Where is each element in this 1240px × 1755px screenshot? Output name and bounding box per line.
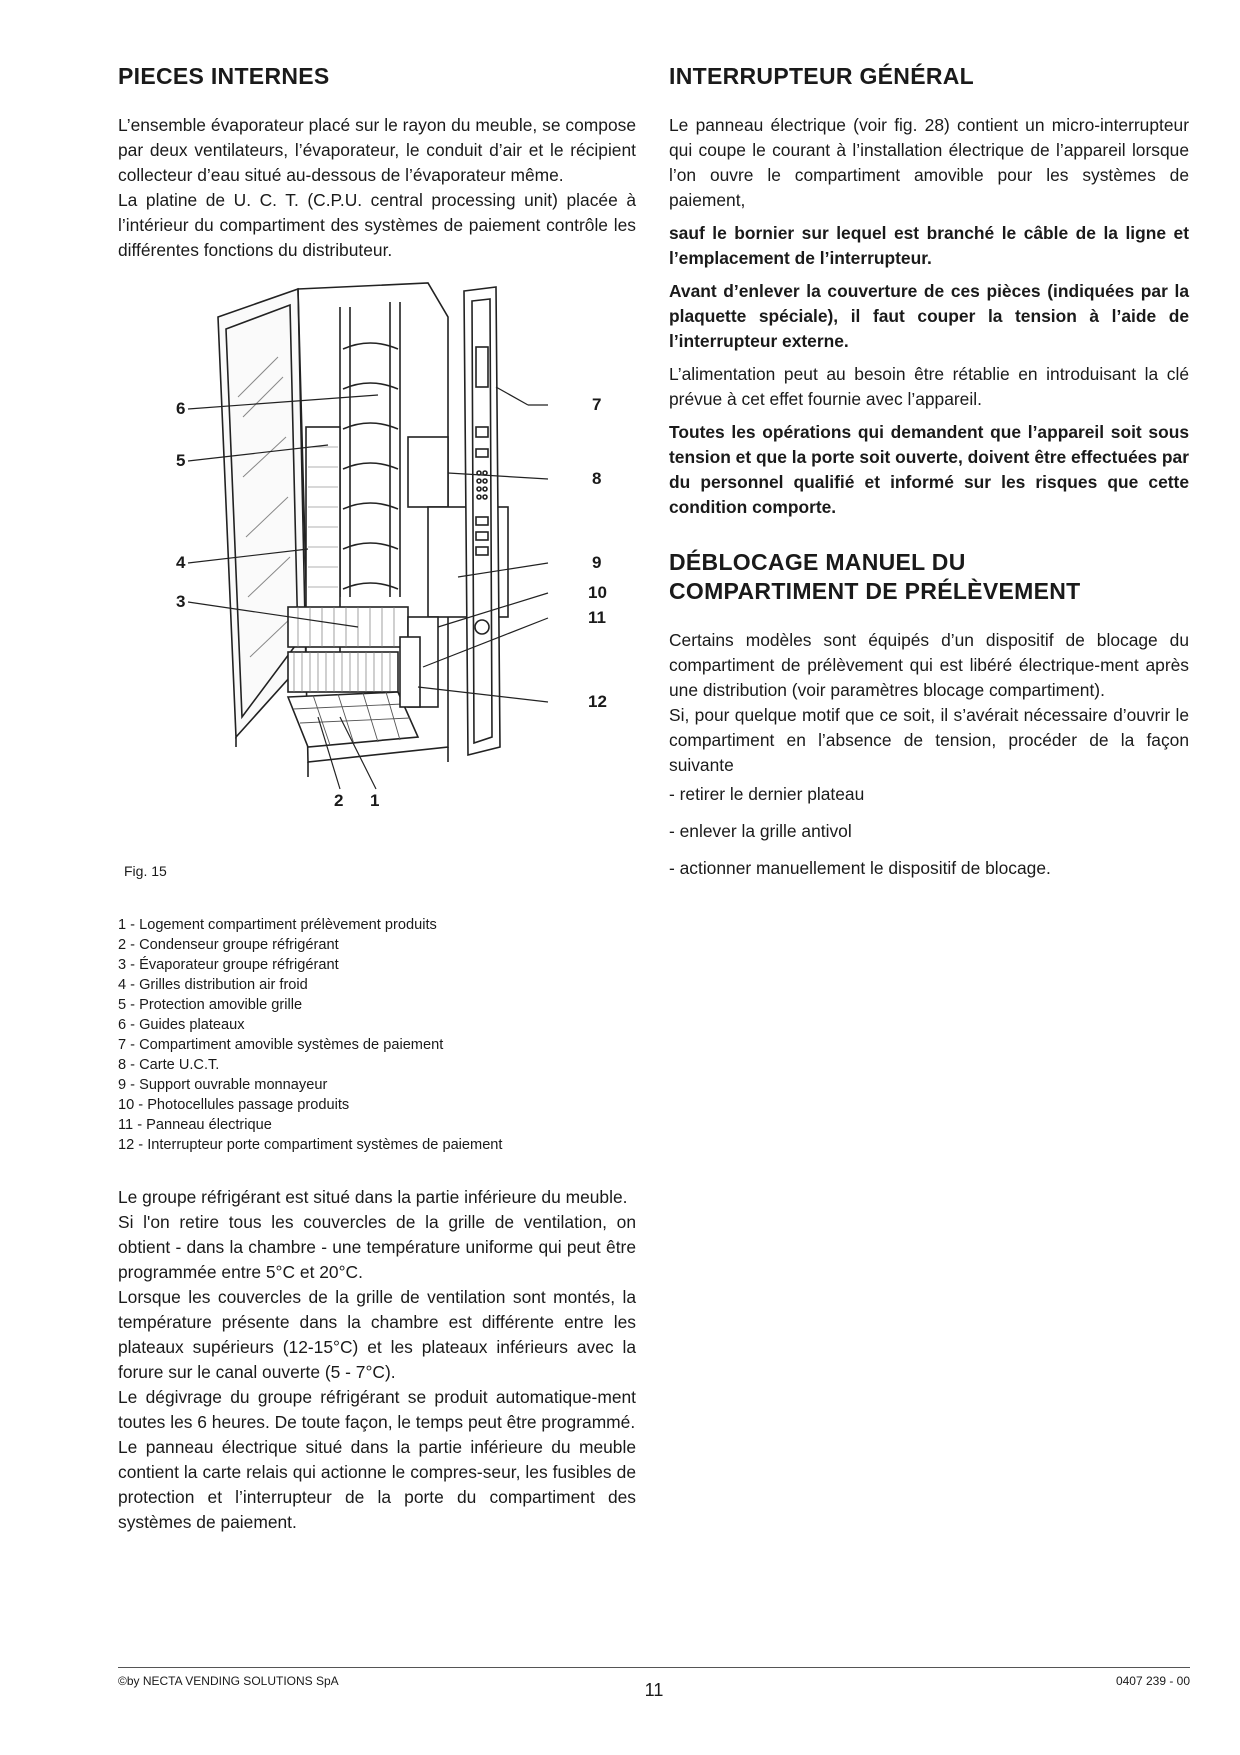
paragraph-platine: La platine de U. C. T. (C.P.U. central processing unit) placée à l’intérieur du compartiment des systèmes de paiement contrôle les différentes fonctions du distributeur. xyxy=(118,190,636,260)
callout-10: 10 xyxy=(588,583,607,602)
legend-item: 10 - Photocellules passage produits xyxy=(118,1097,350,1113)
footer-doc-code: 0407 239 - 00 xyxy=(1115,1674,1190,1688)
paragraph-panneau-electrique: Le panneau électrique (voir fig. 28) contient un micro-interrupteur qui coupe le courant à l’installation électrique de l’appareil lorsque l’on ouvre le compartiment amovible pour les systèmes de paiement, xyxy=(669,115,1189,210)
paragraph-evaporateur: L’ensemble évaporateur placé sur le rayon du meuble, se compose par deux ventilateurs, l’évaporateur, le conduit d’air et le récipient collecteur d’eau situé au-dessous de l’évaporateur même. xyxy=(118,115,636,185)
paragraph-certains-modeles: Certains modèles sont équipés d’un dispositif de blocage du compartiment de prélèvement qui est libéré électrique-ment après une distribution (voir paramètres blocage compartiment). xyxy=(669,630,1189,700)
heading-interrupteur-general: INTERRUPTEUR GÉNÉRAL xyxy=(669,63,975,89)
callout-4: 4 xyxy=(176,553,186,572)
heading-pieces-internes: PIECES INTERNES xyxy=(118,63,330,89)
paragraph-si-pour: Si, pour quelque motif que ce soit, il s’avérait nécessaire d’ouvrir le compartiment en l’absence de tension, procéder de la façon suivante xyxy=(669,705,1189,775)
legend-item: 2 - Condenseur groupe réfrigérant xyxy=(118,937,339,953)
page-footer xyxy=(118,1667,1190,1700)
callout-2: 2 xyxy=(334,791,344,810)
legend-item: 7 - Compartiment amovible systèmes de paiement xyxy=(118,1037,444,1053)
legend-item: 9 - Support ouvrable monnayeur xyxy=(118,1077,328,1093)
callout-9: 9 xyxy=(592,553,602,572)
callout-7: 7 xyxy=(592,395,602,414)
paragraph-panneau: Le panneau électrique situé dans la partie inférieure du meuble contient la carte relais qui actionne le compres-seur, les fusibles de protection et l’interrupteur de la porte du compartiment des systèmes de paiement. xyxy=(118,1437,636,1532)
legend-item: 12 - Interrupteur porte compartiment systèmes de paiement xyxy=(118,1137,503,1153)
figure-legend xyxy=(118,915,636,1155)
legend-item: 3 - Évaporateur groupe réfrigérant xyxy=(118,957,339,973)
step-item: - enlever la grille antivol xyxy=(669,821,852,841)
legend-item: 11 - Panneau électrique xyxy=(118,1117,272,1133)
callout-1: 1 xyxy=(370,791,380,810)
footer-copyright: ©by NECTA VENDING SOLUTIONS SpA xyxy=(118,1674,339,1688)
heading-deblocage xyxy=(669,548,1189,606)
legend-item: 8 - Carte U.C.T. xyxy=(118,1057,220,1073)
machine-figure xyxy=(118,277,636,889)
right-column xyxy=(669,62,1189,881)
callout-6: 6 xyxy=(176,399,186,418)
paragraph-couvercles-retires: Si l'on retire tous les couvercles de la grille de ventilation, on obtient - dans la chambre - une température uniforme qui peut être programmée entre 5°C et 20°C. xyxy=(118,1212,636,1282)
legend-item: 6 - Guides plateaux xyxy=(118,1017,245,1033)
paragraph-sauf-bornier: sauf le bornier sur lequel est branché le câble de la ligne et l’emplacement de l’interrupteur. xyxy=(669,223,1189,268)
step-item: - actionner manuellement le dispositif de blocage. xyxy=(669,858,1051,878)
callout-8: 8 xyxy=(592,469,602,488)
callout-11: 11 xyxy=(588,608,606,627)
legend-item: 1 - Logement compartiment prélèvement produits xyxy=(118,917,437,933)
step-item: - retirer le dernier plateau xyxy=(669,784,865,804)
legend-item: 4 - Grilles distribution air froid xyxy=(118,977,308,993)
paragraph-avant-enlever: Avant d’enlever la couverture de ces pièces (indiquées par la plaquette spéciale), il faut couper la tension à l’aide de l’interrupteur externe. xyxy=(669,281,1189,351)
paragraph-degivrage: Le dégivrage du groupe réfrigérant se produit automatique-ment toutes les 6 heures. De toute façon, le temps peut être programmé. xyxy=(118,1387,636,1432)
legend-item: 5 - Protection amovible grille xyxy=(118,997,303,1013)
callout-12: 12 xyxy=(588,692,607,711)
paragraph-alimentation: L’alimentation peut au besoin être rétablie en introduisant la clé prévue à cet effet fournie avec l’appareil. xyxy=(669,364,1189,409)
paragraph-couvercles-montes: Lorsque les couvercles de la grille de ventilation sont montés, la température présente dans la chambre est différente entre les plateaux supérieurs (12-15°C) et les plateaux inférieurs avec la forure sur le canal ouverte (5 - 7°C). xyxy=(118,1287,636,1382)
figure-caption: Fig. 15 xyxy=(124,863,167,879)
left-column xyxy=(118,62,636,1535)
heading-deblocage-line2: COMPARTIMENT DE PRÉLÈVEMENT xyxy=(669,578,1081,604)
heading-deblocage-line1: DÉBLOCAGE MANUEL DU xyxy=(669,549,966,575)
paragraph-groupe: Le groupe réfrigérant est situé dans la partie inférieure du meuble. xyxy=(118,1187,628,1207)
callout-3: 3 xyxy=(176,592,186,611)
callout-5: 5 xyxy=(176,451,186,470)
footer-page-number: 11 xyxy=(644,1680,664,1700)
paragraph-operations: Toutes les opérations qui demandent que l’appareil soit sous tension et que la porte soit ouverte, doivent être effectuées par du personnel qualifié et informé sur les risques que cette condition comporte. xyxy=(669,422,1189,517)
refrigeration-text xyxy=(118,1185,636,1535)
